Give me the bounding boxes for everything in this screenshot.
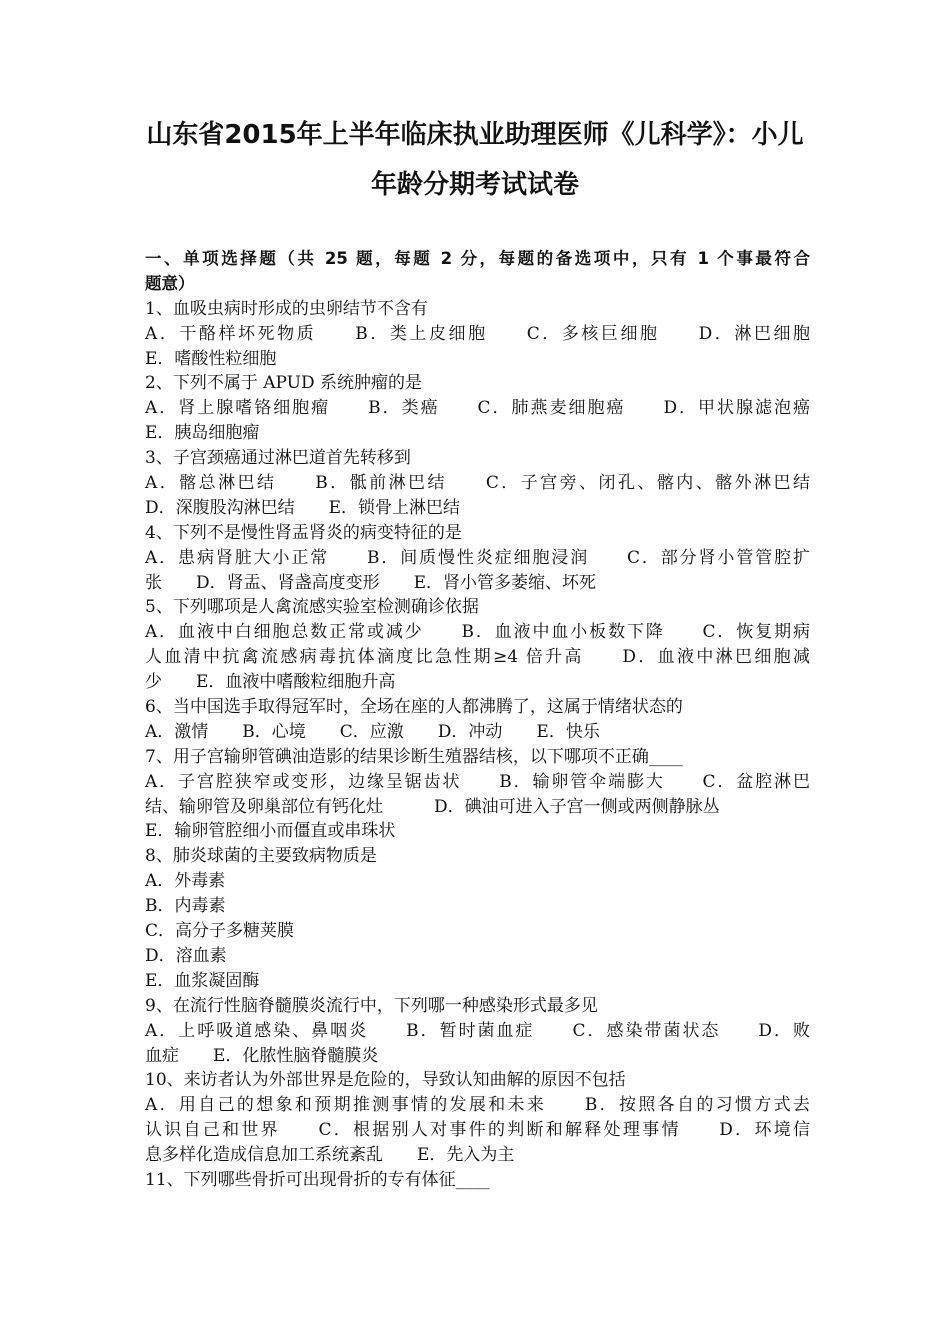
question-text-line: 1、血吸虫病时形成的虫卵结节不含有: [145, 298, 428, 319]
question-text-line: 4、下列不是慢性肾盂肾炎的病变特征的是: [145, 522, 462, 543]
question-text-line: 11、下列哪些骨折可出现骨折的专有体征____: [145, 1169, 490, 1190]
question-text-line: E．胰岛细胞瘤: [145, 423, 260, 444]
question-text-line: 5、下列哪项是人禽流感实验室检测确诊依据: [145, 597, 479, 618]
question-text-line: A．患病肾脏大小正常 B．间质慢性炎症细胞浸润 C．部分肾小管管腔扩: [145, 547, 810, 568]
question-text-line: A．上呼吸道感染、鼻咽炎 B．暂时菌血症 C．感染带菌状态 D．败: [145, 1020, 810, 1041]
question-text-line: 7、用子宫输卵管碘油造影的结果诊断生殖器结核，以下哪项不正确____: [145, 746, 683, 767]
document-title-line-1: 山东省2015年上半年临床执业助理医师《儿科学》：小儿: [146, 120, 804, 150]
question-text-line: 张 D．肾盂、肾盏高度变形 E．肾小管多萎缩、坏死: [145, 572, 597, 593]
question-text-line: D．深腹股沟淋巴结 E．锁骨上淋巴结: [145, 497, 461, 518]
question-text-line: 2、下列不属于 APUD 系统肿瘤的是: [145, 373, 422, 394]
section-heading-line-2: 题意）: [145, 273, 195, 293]
question-text-line: A．髂总淋巴结 B．骶前淋巴结 C．子宫旁、闭孔、髂内、髂外淋巴结: [145, 473, 810, 494]
question-text-line: 8、肺炎球菌的主要致病物质是: [145, 846, 377, 867]
question-text-line: A．干酪样坏死物质 B．类上皮细胞 C．多核巨细胞 D．淋巴细胞: [145, 323, 810, 344]
question-text-line: A．子宫腔狭窄或变形，边缘呈锯齿状 B．输卵管伞端膨大 C．盆腔淋巴: [145, 771, 810, 792]
question-text-line: E．血浆凝固酶: [145, 970, 260, 991]
question-text-line: A．用自己的想象和预期推测事情的发展和未来 B．按照各自的习惯方式去: [145, 1095, 810, 1116]
question-text-line: A．激情 B．心境 C．应激 D．冲动 E．快乐: [145, 721, 600, 742]
document-title-line-2: 年龄分期考试试卷: [370, 170, 579, 200]
question-body: [145, 247, 810, 1193]
question-text-line: D．溶血素: [145, 945, 227, 966]
question-text-line: E．嗜酸性粒细胞: [145, 348, 277, 369]
question-text-line: 9、在流行性脑脊髓膜炎流行中，下列哪一种感染形式最多见: [145, 995, 598, 1016]
question-text-line: 认识自己和世界 C．根据别人对事件的判断和解释处理事情 D．环境信: [145, 1120, 810, 1141]
question-text-line: A．外毒素: [145, 871, 226, 892]
question-text-line: 结、输卵管及卵巢部位有钙化灶 D．碘油可进入子宫一侧或两侧静脉丛: [145, 796, 720, 817]
section-heading-line-1: 一、单项选择题（共 25 题，每题 2 分，每题的备选项中，只有 1 个事最符合: [145, 249, 810, 268]
question-text-line: 息多样化造成信息加工系统紊乱 E．先入为主: [145, 1145, 515, 1166]
question-text-line: 少 E．血液中嗜酸粒细胞升高: [145, 672, 396, 693]
question-text-line: 人血清中抗禽流感病毒抗体滴度比急性期≥4 倍升高 D．血液中淋巴细胞减: [145, 647, 810, 668]
question-text-line: 血症 E．化脓性脑脊髓膜炎: [145, 1045, 379, 1066]
question-text-line: B．内毒素: [145, 896, 226, 917]
question-text-line: C．高分子多糖荚膜: [145, 921, 295, 942]
question-text-line: A．血液中白细胞总数正常或减少 B．血液中血小板数下降 C．恢复期病: [145, 622, 810, 643]
question-text-line: 10、来访者认为外部世界是危险的，导致认知曲解的原因不包括: [145, 1070, 626, 1091]
question-text-line: 6、当中国选手取得冠军时，全场在座的人都沸腾了，这属于情绪状态的: [145, 697, 683, 718]
question-text-line: 3、子宫颈癌通过淋巴道首先转移到: [145, 448, 411, 469]
question-text-line: A．肾上腺嗜铬细胞瘤 B．类癌 C．肺燕麦细胞癌 D．甲状腺滤泡癌: [145, 398, 810, 419]
question-text-line: E．输卵管腔细小而僵直或串珠状: [145, 821, 396, 842]
